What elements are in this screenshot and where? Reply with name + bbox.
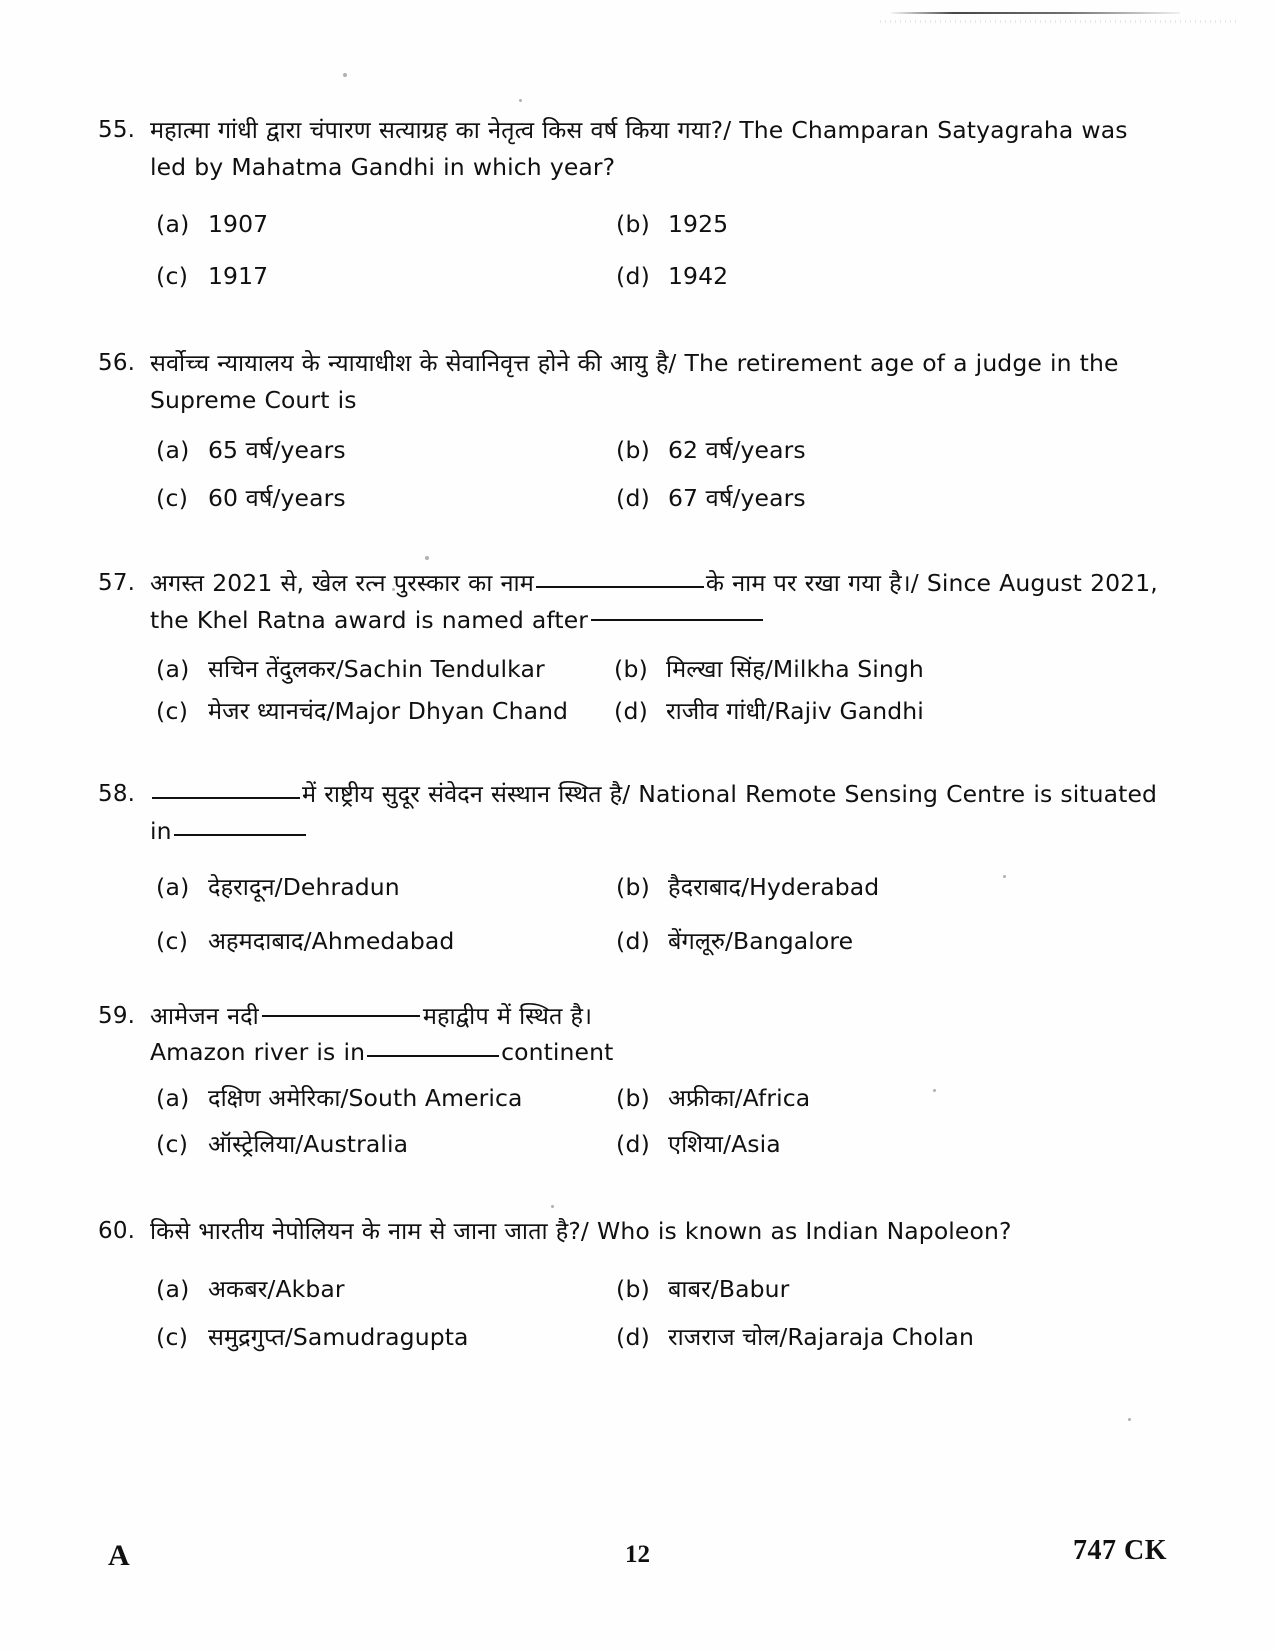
option-d-value: राजीव गांधी/Rajiv Gandhi [666,697,924,726]
option-a-value: देहरादून/Dehradun [208,872,400,901]
booklet-series-label: A [108,1539,130,1572]
option-c-key: (c) [156,1130,189,1159]
option-b-key: (b) [616,1084,651,1113]
option-b-key: (b) [616,435,651,464]
option-d-value: 67 वर्ष/years [668,483,806,512]
option-d-key: (d) [616,1130,651,1159]
option-row [156,1272,1158,1306]
option-c-value: 1917 [208,262,269,291]
question-text-hindi: महात्मा गांधी द्वारा चंपारण सत्याग्रह का नेतृत्व किस वर्ष किया गया? [150,116,724,144]
option-c[interactable] [156,694,614,728]
option-d-value: बेंगलूरु/Bangalore [668,926,854,955]
options-list [156,870,1158,958]
option-b[interactable] [616,870,1076,904]
scan-artifact-speckles [880,20,1240,23]
question-number: 59. [98,1002,136,1029]
option-c-value: अहमदाबाद/Ahmedabad [208,926,455,955]
option-c[interactable] [156,1127,616,1161]
questions-container [98,112,1158,1368]
option-c-key: (c) [156,697,189,726]
option-b-value: मिल्खा सिंह/Milkha Singh [666,655,924,684]
question-number: 56. [98,350,136,377]
option-a-value: अकबर/Akbar [208,1274,345,1303]
option-b-value: 1925 [668,210,729,239]
option-a-key: (a) [156,872,190,901]
option-row [156,1127,1158,1161]
question-text [150,565,1158,638]
option-c[interactable] [156,1320,616,1354]
question-text-english-part1: Amazon river is in [150,1038,366,1067]
option-b[interactable] [616,433,1076,467]
question-text-english: / Since August 2021, the Khel Ratna award is named after [150,568,1158,634]
option-row [156,433,1158,467]
option-row [156,207,1158,241]
question-text-hindi-part2: में राष्ट्रीय सुदूर संवेदन संस्थान स्थित है [302,780,623,809]
option-c[interactable] [156,924,616,958]
option-b-value: 62 वर्ष/years [668,435,806,464]
option-d[interactable] [616,1127,1076,1161]
question-60 [98,1213,1158,1354]
option-d[interactable] [614,694,1074,728]
option-d-key: (d) [616,262,651,291]
option-d-value: राजराज चोल/Rajaraja Cholan [668,1322,975,1351]
scan-speck [519,99,522,102]
scan-speck [1128,1418,1131,1421]
option-c[interactable] [156,481,616,515]
option-c-value: समुद्रगुप्त/Samudragupta [208,1322,469,1351]
fill-blank-hindi [152,797,300,799]
question-text [150,345,1158,418]
question-56 [98,345,1158,514]
option-a-value: 1907 [208,210,269,239]
scan-speck [343,73,347,77]
option-row [156,481,1158,515]
option-a-key: (a) [156,1084,190,1113]
option-c-value: ऑस्ट्रेलिया/Australia [208,1130,409,1159]
question-number: 58. [98,781,136,808]
fill-blank-english [367,1055,499,1057]
option-a-key: (a) [156,655,190,684]
question-text-hindi-line [150,998,1158,1035]
question-number: 55. [98,117,136,143]
option-a[interactable] [156,207,616,241]
page-footer [98,1533,1177,1573]
option-d-key: (d) [616,1322,651,1351]
option-row [156,652,1158,686]
option-b-key: (b) [616,210,651,239]
option-row [156,924,1158,958]
question-text-english: / National Remote Sensing Centre is situated in [150,780,1158,845]
options-list [156,207,1158,293]
option-d[interactable] [616,259,1076,293]
option-c-value: मेजर ध्यानचंद/Major Dhyan Chand [208,697,569,726]
option-a-value: दक्षिण अमेरिका/South America [208,1084,523,1113]
question-text-english: / The retirement age of a judge in the Supreme Court is [150,349,1119,415]
option-b[interactable] [616,1272,1076,1306]
question-text-hindi-part2: महाद्वीप में स्थित है। [422,1001,593,1030]
fill-blank-english [174,834,306,836]
options-list [156,1081,1158,1161]
option-row [156,870,1158,904]
question-number: 57. [98,569,136,596]
option-d-key: (d) [616,926,651,955]
page-number: 12 [625,1541,650,1568]
option-a[interactable] [156,1081,616,1115]
fill-blank-english [591,619,763,621]
paper-code: 747 CK [1073,1535,1167,1566]
option-d[interactable] [616,481,1076,515]
question-text-hindi-part1: आमेजन नदी [150,1001,259,1030]
option-b-key: (b) [616,872,651,901]
options-list [156,1272,1158,1354]
question-57 [98,565,1158,728]
option-a-key: (a) [156,210,190,239]
option-row [156,694,1158,728]
option-c-key: (c) [156,1322,189,1351]
option-a[interactable] [156,870,616,904]
option-a-key: (a) [156,435,190,464]
options-list [156,652,1158,728]
question-text-hindi: किसे भारतीय नेपोलियन के नाम से जाना जाता है? [150,1217,581,1246]
option-a[interactable] [156,1272,616,1306]
option-b-value: अफ्रीका/Africa [668,1084,811,1113]
option-c-key: (c) [156,926,189,955]
option-b[interactable] [616,207,1076,241]
question-55 [98,112,1158,293]
option-b[interactable] [614,652,1074,686]
scan-artifact-line [890,12,1180,14]
option-d-value: एशिया/Asia [668,1130,781,1159]
question-text-english: / Who is known as Indian Napoleon? [580,1217,1012,1246]
question-text [150,1213,1158,1250]
option-b-value: बाबर/Babur [668,1274,790,1303]
option-row [156,1320,1158,1354]
option-d-value: 1942 [668,262,729,291]
option-b-key: (b) [614,655,649,684]
option-d[interactable] [616,1320,1076,1354]
question-text-hindi-part1: अगस्त 2021 से, खेल रत्न पुरस्कार का नाम [150,568,534,597]
option-a-key: (a) [156,1274,190,1303]
option-a-value: 65 वर्ष/years [208,435,346,464]
option-d-key: (d) [616,483,651,512]
option-c-key: (c) [156,262,189,291]
question-text [150,112,1158,185]
option-c-value: 60 वर्ष/years [208,483,346,512]
option-a[interactable] [156,433,616,467]
option-a-value: सचिन तेंदुलकर/Sachin Tendulkar [208,655,545,684]
question-number: 60. [98,1218,136,1245]
option-d[interactable] [616,924,1076,958]
option-c-key: (c) [156,483,189,512]
question-text-english-part2: continent [501,1038,614,1067]
option-a[interactable] [156,652,614,686]
question-58 [98,776,1158,957]
fill-blank-hindi [262,1015,420,1017]
question-text-english: / The Champaran Satyagraha was led by Mahatma Gandhi in which year? [150,116,1128,181]
question-59 [98,998,1158,1161]
question-text-hindi: सर्वोच्च न्यायालय के न्यायाधीश के सेवानिवृत्त होने की आयु है [150,349,669,378]
option-c[interactable] [156,259,616,293]
options-list [156,433,1158,515]
question-text-english-line [150,1034,1158,1071]
option-row [156,1081,1158,1115]
question-text [150,776,1158,849]
fill-blank-hindi [536,586,704,588]
option-b-value: हैदराबाद/Hyderabad [668,872,880,901]
option-d-key: (d) [614,697,649,726]
question-text-hindi-part2: के नाम पर रखा गया है। [705,568,911,597]
option-b-key: (b) [616,1274,651,1303]
option-row [156,259,1158,293]
option-b[interactable] [616,1081,1076,1115]
